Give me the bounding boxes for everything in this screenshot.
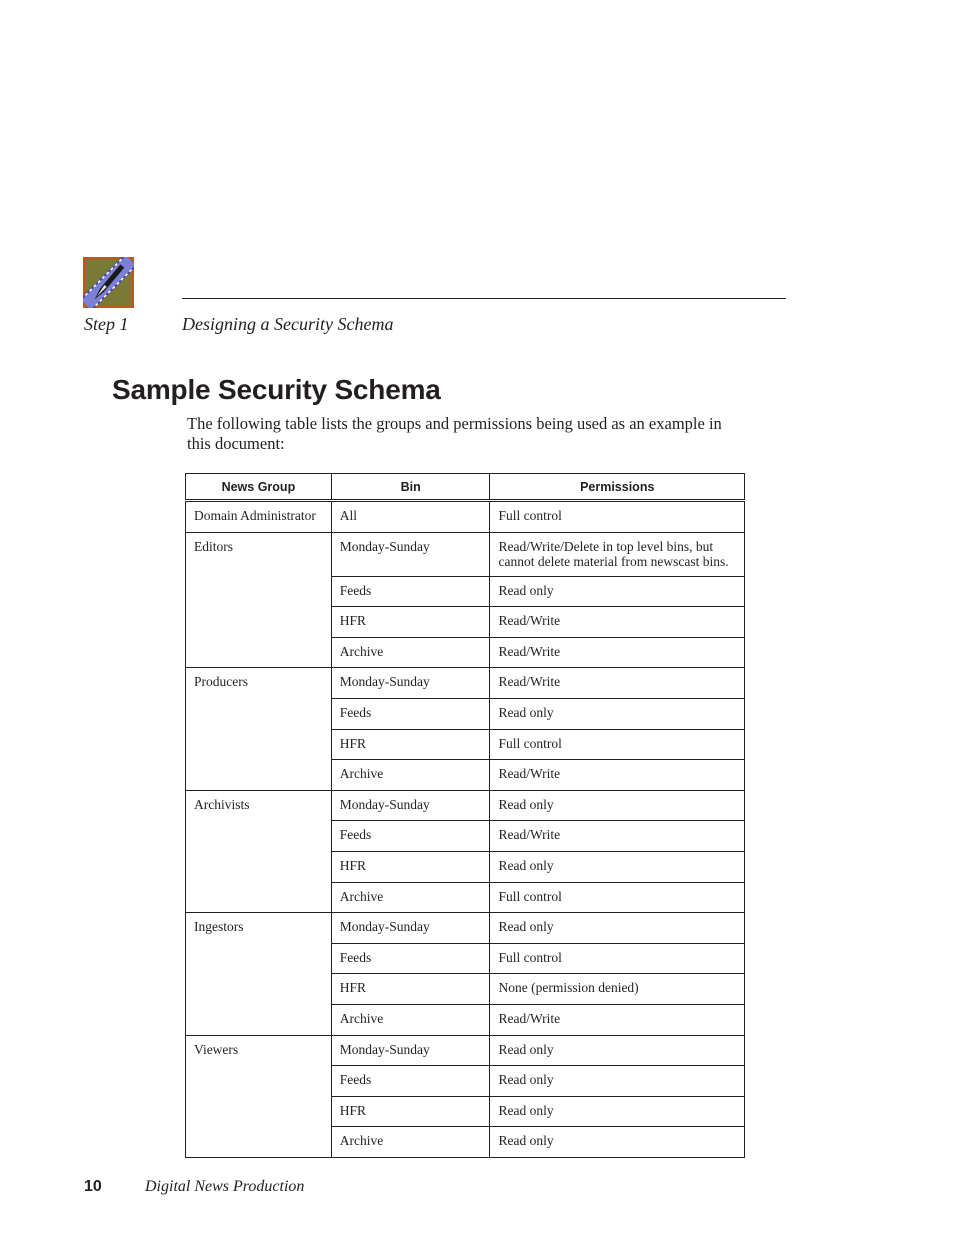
footer-book-title: Digital News Production (145, 1178, 305, 1195)
bin-name: Archive (331, 760, 490, 791)
permission-value: Read/Write (490, 821, 745, 852)
permission-value: Read only (490, 1096, 745, 1127)
permission-value: Read/Write (490, 637, 745, 668)
bin-name: Monday-Sunday (331, 532, 490, 576)
header-bin: Bin (331, 474, 490, 501)
bin-name: Feeds (331, 821, 490, 852)
permission-value: Read only (490, 851, 745, 882)
group-name: Ingestors (186, 913, 332, 1035)
table-header-row (186, 474, 745, 501)
step-label: Step 1 (84, 314, 129, 334)
table-row (186, 501, 745, 533)
permission-value: Full control (490, 729, 745, 760)
permission-value: Full control (490, 501, 745, 533)
group-name: Domain Administrator (186, 501, 332, 533)
permission-value: Full control (490, 943, 745, 974)
group-name: Producers (186, 668, 332, 790)
permission-value: Read/Write/Delete in top level bins, but cannot delete material from newscast bins. (490, 532, 745, 576)
table-row (186, 913, 745, 944)
table-row (186, 1035, 745, 1066)
group-name: Viewers (186, 1035, 332, 1157)
bin-name: Archive (331, 1127, 490, 1158)
header-news-group: News Group (186, 474, 332, 501)
permission-value: Read only (490, 576, 745, 607)
table-row (186, 790, 745, 821)
bin-name: All (331, 501, 490, 533)
bin-name: Monday-Sunday (331, 790, 490, 821)
group-name: Editors (186, 532, 332, 668)
bin-name: Monday-Sunday (331, 668, 490, 699)
permission-value: Read only (490, 790, 745, 821)
bin-name: Archive (331, 1004, 490, 1035)
bin-name: Monday-Sunday (331, 913, 490, 944)
permission-value: Read only (490, 913, 745, 944)
header-rule (182, 298, 786, 299)
permission-value: Read only (490, 1035, 745, 1066)
security-schema-table (185, 473, 745, 1158)
permission-value: Read/Write (490, 668, 745, 699)
bin-name: Feeds (331, 698, 490, 729)
bin-name: HFR (331, 851, 490, 882)
permission-value: Read only (490, 1066, 745, 1097)
film-strip-pen-logo-icon (83, 257, 134, 308)
permission-value: Read/Write (490, 607, 745, 638)
permission-value: Read/Write (490, 1004, 745, 1035)
table-row (186, 668, 745, 699)
page-number: 10 (84, 1178, 102, 1195)
permission-value: Read/Write (490, 760, 745, 791)
section-heading: Sample Security Schema (112, 374, 441, 405)
permission-value: Read only (490, 698, 745, 729)
bin-name: Monday-Sunday (331, 1035, 490, 1066)
header-permissions: Permissions (490, 474, 745, 501)
bin-name: HFR (331, 974, 490, 1005)
permission-value: None (permission denied) (490, 974, 745, 1005)
bin-name: Feeds (331, 1066, 490, 1097)
permission-value: Read only (490, 1127, 745, 1158)
bin-name: Feeds (331, 576, 490, 607)
group-name: Archivists (186, 790, 332, 912)
bin-name: HFR (331, 729, 490, 760)
bin-name: HFR (331, 607, 490, 638)
bin-name: Archive (331, 637, 490, 668)
table-row (186, 532, 745, 576)
bin-name: Feeds (331, 943, 490, 974)
bin-name: Archive (331, 882, 490, 913)
chapter-title: Designing a Security Schema (182, 314, 394, 334)
intro-paragraph: The following table lists the groups and permissions being used as an example in this document: (187, 414, 722, 453)
bin-name: HFR (331, 1096, 490, 1127)
permission-value: Full control (490, 882, 745, 913)
